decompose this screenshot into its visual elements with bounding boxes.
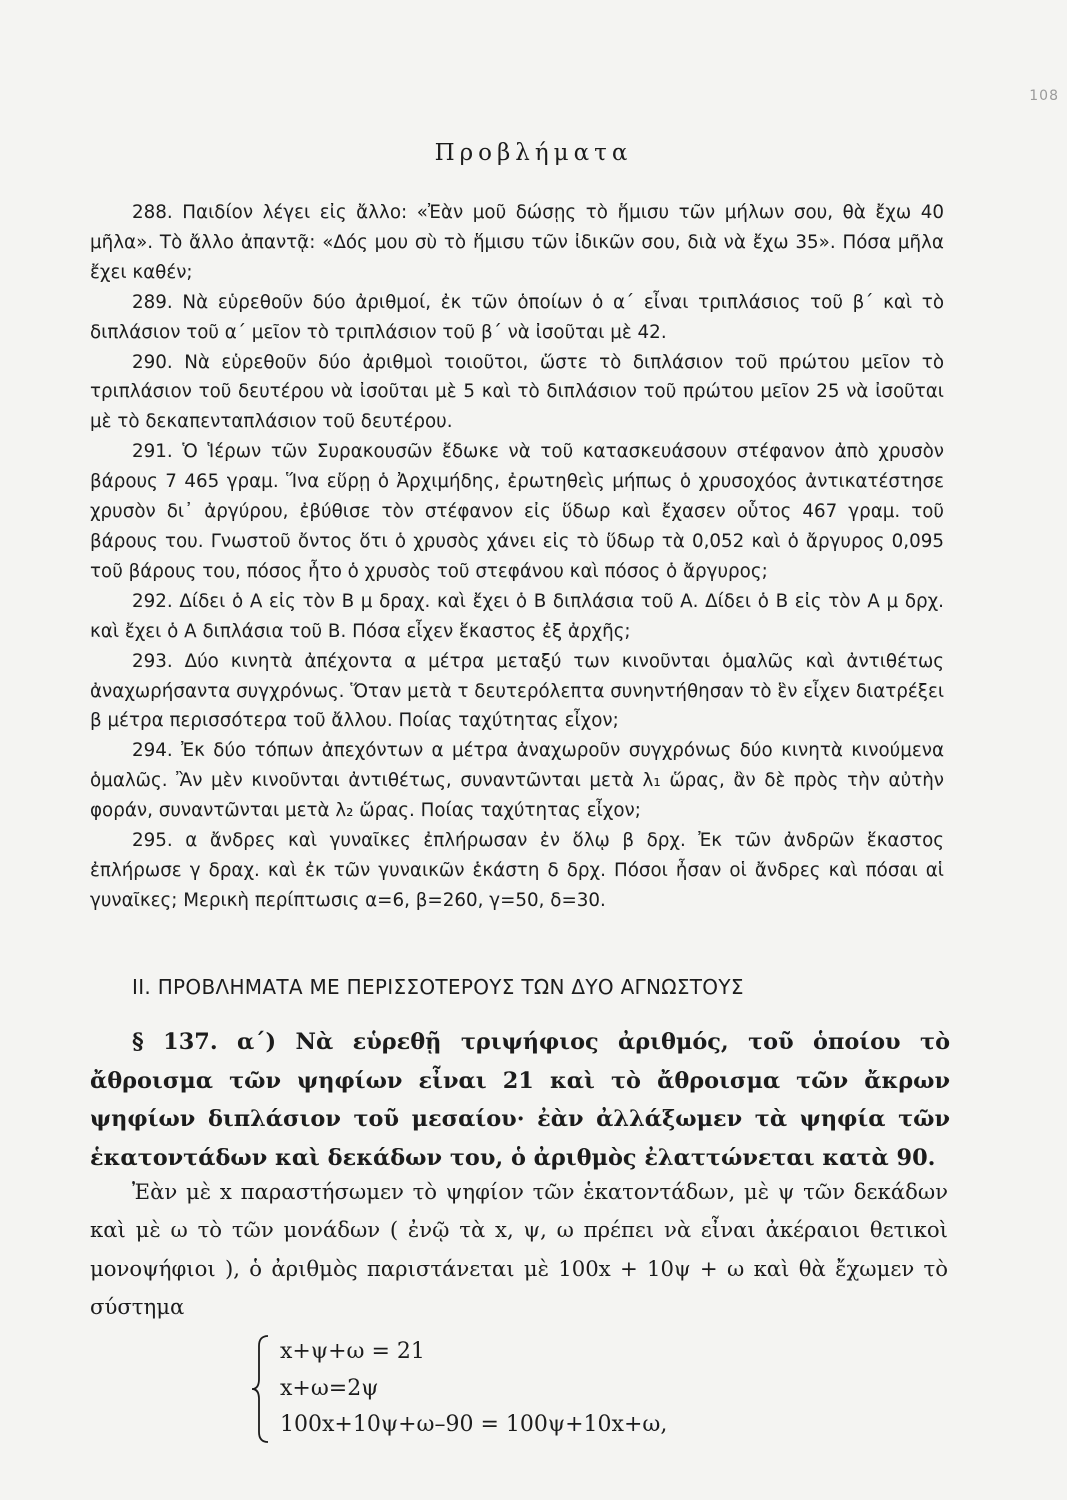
equation-1: x+ψ+ω = 21 (280, 1339, 425, 1364)
problem-288: 288. Παιδίον λέγει εἰς ἄλλο: «Ἐὰν μοῦ δώσῃς τὸ ἥμισυ τῶν μήλων σου, θὰ ἔχω 40 μῆλα». Τὸ ἄλλο ἀπαντᾷ: «Δός μου σὺ τὸ ἥμισυ τῶν ἰδικῶν σου, διὰ νὰ ἔχω 35». Πόσα μῆλα ἔχει καθέν; (90, 202, 944, 283)
problem-293: 293. Δύο κινητὰ ἀπέχοντα α μέτρα μεταξύ των κινοῦνται ὁμαλῶς καὶ ἀντιθέτως ἀναχωρήσαντα συγχρόνως. Ὅταν μετὰ τ δευτερόλεπτα συνηντήθησαν τὸ ἓν εἶχεν διατρέξει β μέτρα περισσότερα τοῦ ἄλλου. Ποίας ταχύτητας εἶχον; (90, 650, 945, 732)
left-brace-icon (250, 1334, 272, 1444)
problem-294: 294. Ἐκ δύο τόπων ἀπεχόντων α μέτρα ἀναχωροῦν συγχρόνως δύο κινητὰ κινούμενα ὁμαλῶς. Ἂν μὲν κινοῦνται ἀντιθέτως, συναντῶνται μετὰ λ₁ ὥρας, ἂν δὲ πρὸς τὴν αὐτὴν φοράν, συναντῶνται μετὰ λ₂ ὥρας. Ποίας ταχύτητας εἶχον; (90, 740, 944, 822)
problem-list (90, 198, 944, 916)
problem-291: 291. Ὁ Ἱέρων τῶν Συρακουσῶν ἔδωκε νὰ τοῦ κατασκευάσουν στέφανον ἀπὸ χρυσὸν βάρους 7 465 γραμ. Ἵνα εὕρῃ ὁ Ἀρχιμήδης, ἐρωτηθεὶς μήπως ὁ χρυσοχόος ἀντικατέστησε χρυσὸν δι᾽ ἀργύρου, ἐβύθισε τὸν στέφανον εἰς ὕδωρ καὶ ἔχασεν οὗτος 467 γραμ. τοῦ βάρους του. Γνωστοῦ ὄντος ὅτι ὁ χρυσὸς χάνει εἰς τὸ ὕδωρ τὰ 0,052 καὶ ὁ ἄργυρος 0,095 τοῦ βάρους του, πόσος ἦτο ὁ χρυσὸς τοῦ στεφάνου καὶ πόσος ὁ ἄργυρος; (90, 441, 944, 582)
equation-2: x+ω=2ψ (280, 1375, 379, 1401)
section-label: § 137. α΄) (132, 1029, 277, 1055)
solution-paragraph: Ἐὰν μὲ x παραστήσωμεν τὸ ψηφίον τῶν ἑκατοντάδων, μὲ ψ τῶν δεκάδων καὶ μὲ ω τὸ τῶν μονάδων ( ἐνῷ τὰ x, ψ, ω πρέπει νὰ εἶναι ἀκέραιοι θετικοὶ μονοψήφιοι ), ὁ ἀριθμὸς παριστάνεται μὲ 100x + 10ψ + ω καὶ θὰ ἔχωμεν τὸ σύστημα (90, 1179, 948, 1320)
bleed-through-page-number: 108 (1029, 88, 1059, 104)
equations (280, 1334, 667, 1444)
statement-text: Νὰ εὑρεθῇ τριψήφιος ἀριθμός, τοῦ ὁποίου τὸ ἄθροισμα τῶν ψηφίων εἶναι 21 καὶ τὸ ἄθροισμα τῶν ἄκρων ψηφίων διπλάσιον τοῦ μεσαίου· ἐὰν ἀλλάξωμεν τὰ ψηφία τῶν ἑκατοντάδων καὶ δεκάδων του, ὁ ἀριθμὸς ἐλαττώνεται κατὰ 90. (90, 1029, 950, 1171)
problem-292: 292. Δίδει ὁ Α εἰς τὸν Β μ δραχ. καὶ ἔχει ὁ Β διπλάσια τοῦ Α. Δίδει ὁ Β εἰς τὸν Α μ δρχ. καὶ ἔχει ὁ Α διπλάσια τοῦ Β. Πόσα εἶχεν ἕκαστος ἐξ ἀρχῆς; (90, 590, 944, 642)
section-title: II. ΠΡΟΒΛΗΜΑΤΑ ΜΕ ΠΕΡΙΣΣΟΤΕΡΟΥΣ ΤΩΝ ΔΥΟ ΑΓΝΩΣΤΟΥΣ (132, 975, 744, 999)
problem-statement (90, 1023, 950, 1177)
equation-3: 100x+10ψ+ω–90 = 100ψ+10x+ω, (280, 1412, 668, 1437)
solution-text (90, 1173, 948, 1327)
problem-290: 290. Νὰ εὑρεθοῦν δύο ἀριθμοὶ τοιοῦτοι, ὥστε τὸ διπλάσιον τοῦ πρώτου μεῖον τὸ τριπλάσιον τοῦ δευτέρου νὰ ἰσοῦται μὲ 5 καὶ τὸ διπλάσιον τοῦ πρώτου μεῖον 25 νὰ ἰσοῦται μὲ τὸ δεκαπενταπλάσιον τοῦ δευτέρου. (90, 351, 944, 433)
equation-system (250, 1334, 770, 1444)
problem-289: 289. Νὰ εὑρεθοῦν δύο ἀριθμοί, ἐκ τῶν ὁποίων ὁ α΄ εἶναι τριπλάσιος τοῦ β΄ καὶ τὸ διπλάσιον τοῦ α΄ μεῖον τὸ τριπλάσιον τοῦ β΄ νὰ ἰσοῦται μὲ 42. (90, 291, 944, 343)
problem-295: 295. α ἄνδρες καὶ γυναῖκες ἐπλήρωσαν ἐν ὅλῳ β δρχ. Ἐκ τῶν ἀνδρῶν ἕκαστος ἐπλήρωσε γ δραχ. καὶ ἐκ τῶν γυναικῶν ἑκάστη δ δρχ. Πόσοι ἦσαν οἱ ἄνδρες καὶ πόσαι αἱ γυναῖκες; Μερικὴ περίπτωσις α=6, β=260, γ=50, δ=30. (90, 830, 944, 911)
page-heading: Προβλήματα (434, 140, 633, 166)
